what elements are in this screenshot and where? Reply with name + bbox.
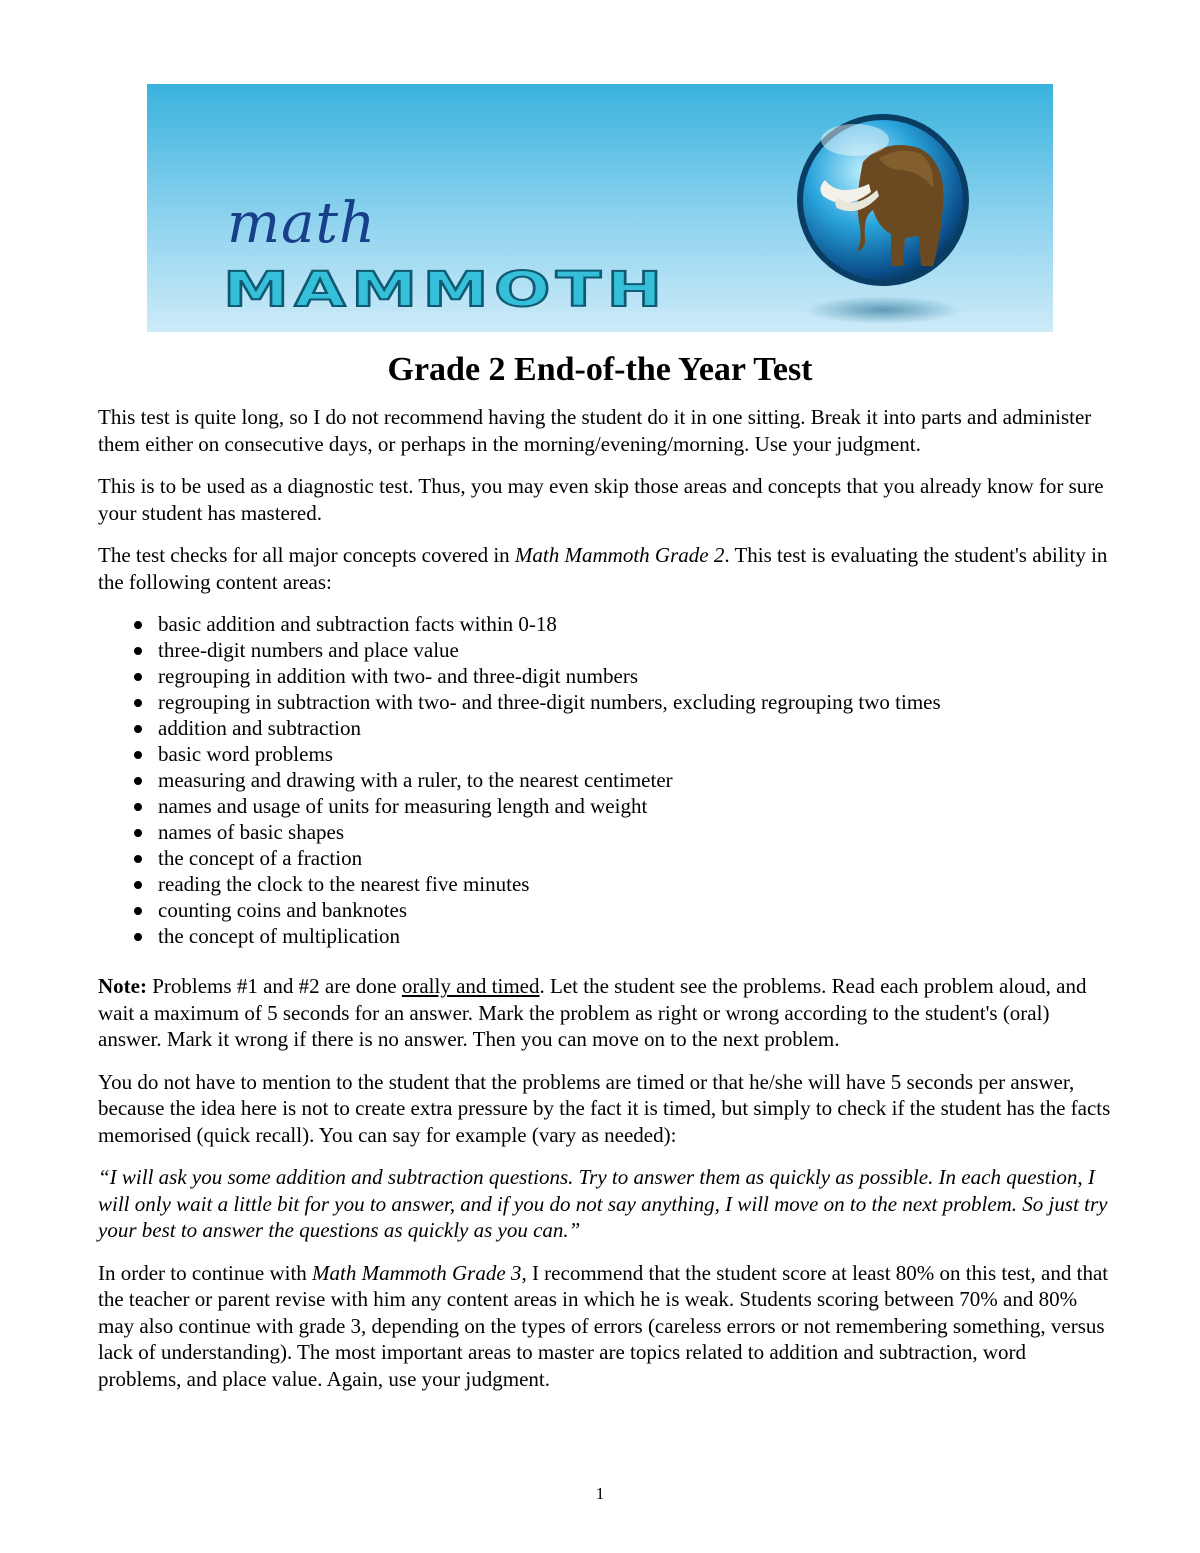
bullet-icon xyxy=(134,829,142,837)
bullet-icon xyxy=(134,881,142,889)
list-item xyxy=(98,871,1113,897)
bullet-icon xyxy=(134,907,142,915)
content-areas-list xyxy=(98,611,1113,949)
continue-text-before: In order to continue with xyxy=(98,1260,313,1285)
list-item xyxy=(98,663,1113,689)
header-banner xyxy=(147,84,1053,332)
bullet-icon xyxy=(134,673,142,681)
list-item xyxy=(98,845,1113,871)
list-item xyxy=(98,819,1113,845)
list-item-text: names and usage of units for measuring length and weight xyxy=(158,794,648,818)
list-item-text: names of basic shapes xyxy=(158,820,345,844)
list-item xyxy=(98,715,1113,741)
page-number: 1 xyxy=(595,1484,605,1503)
list-item-text: reading the clock to the nearest five minutes xyxy=(158,872,530,896)
bullet-icon xyxy=(134,933,142,941)
bullet-icon xyxy=(134,751,142,759)
list-item-text: three-digit numbers and place value xyxy=(158,638,459,662)
page-title: Grade 2 End-of-the Year Test xyxy=(387,351,813,388)
quote-text: “I will ask you some addition and subtraction questions. Try to answer them as quickly as possible. In each question, I will only wait a little bit for you to answer, and if you do not say anything, I will move on to the next problem. So just try your best to answer the questions as quickly as you can.” xyxy=(98,1165,1108,1242)
list-item xyxy=(98,611,1113,637)
continue-paragraph xyxy=(98,1260,1113,1393)
intro-paragraph-1: This test is quite long, so I do not recommend having the student do it in one sitting. Break it into parts and administer them either on consecutive days, or perhaps in the morning/evening/morning. Use your judgment. xyxy=(98,405,1092,456)
list-item-text: basic word problems xyxy=(158,742,333,766)
list-item xyxy=(98,897,1113,923)
intro-paragraph-2: This is to be used as a diagnostic test. Thus, you may even skip those areas and concepts that you already know for sure your student has mastered. xyxy=(98,474,1104,525)
list-item xyxy=(98,923,1113,949)
logo-mammoth-text: MAMMOTH xyxy=(223,262,668,318)
note-text-after: . Let the student see the problems. Read each problem aloud, and wait a maximum of 5 seconds for an answer. Mark the problem as right or wrong according to the student's (oral) answer. Mark it wrong if there is no answer. Then you can move on to the next problem. xyxy=(98,974,1087,1051)
list-item-text: counting coins and banknotes xyxy=(158,898,408,922)
bullet-icon xyxy=(134,777,142,785)
bullet-icon xyxy=(134,803,142,811)
list-item-text: regrouping in subtraction with two- and three-digit numbers, excluding regrouping two times xyxy=(158,690,941,714)
continue-book-title: Math Mammoth Grade 3 xyxy=(312,1260,522,1285)
bullet-icon xyxy=(134,647,142,655)
list-item xyxy=(98,689,1113,715)
mammoth-orb-logo xyxy=(793,88,973,332)
note-underlined-text: orally and timed xyxy=(401,974,540,998)
checks-text-after: . This test is evaluating the student's ability in the following content areas: xyxy=(98,543,1108,594)
note-label: Note: xyxy=(98,974,147,998)
list-item-text: the concept of a fraction xyxy=(158,846,363,870)
list-item-text: basic addition and subtraction facts within 0-18 xyxy=(158,612,557,636)
logo-math-text: math xyxy=(227,191,377,256)
list-item-text: the concept of multiplication xyxy=(158,924,401,948)
note-paragraph xyxy=(98,973,1113,1053)
list-item-text: addition and subtraction xyxy=(158,716,361,740)
mention-paragraph: You do not have to mention to the student that the problems are timed or that he/she will have 5 seconds per answer, because the idea here is not to create extra pressure by the fact it is timed, but simply to check if the student has the facts memorised (quick recall). You can say for example (vary as needed): xyxy=(98,1069,1111,1147)
list-item-text: regrouping in addition with two- and three-digit numbers xyxy=(158,664,638,688)
example-quote xyxy=(98,1164,1113,1244)
bullet-icon xyxy=(134,621,142,629)
list-item xyxy=(98,767,1113,793)
list-item-text: measuring and drawing with a ruler, to the nearest centimeter xyxy=(158,768,673,792)
instructions-body xyxy=(98,404,1113,1408)
bullet-icon xyxy=(134,699,142,707)
list-item xyxy=(98,637,1113,663)
checks-book-title: Math Mammoth Grade 2 xyxy=(514,543,725,567)
continue-text-after: , I recommend that the student score at least 80% on this test, and that the teacher or parent revise with him any content areas in which he is weak. Students scoring between 70% and 80% may also continue with grade 3, depending on the types of errors (careless errors or not remembering something, versus lack of understanding). The most important areas to master are topics related to addition and subtraction, word problems, and place value. Again, use your judgment. xyxy=(98,1260,1109,1391)
list-item xyxy=(98,793,1113,819)
note-text-before: Problems #1 and #2 are done xyxy=(146,974,402,998)
content-areas-intro xyxy=(98,542,1113,595)
checks-text-before: The test checks for all major concepts covered in xyxy=(98,543,515,567)
bullet-icon xyxy=(134,725,142,733)
list-item xyxy=(98,741,1113,767)
bullet-icon xyxy=(134,855,142,863)
